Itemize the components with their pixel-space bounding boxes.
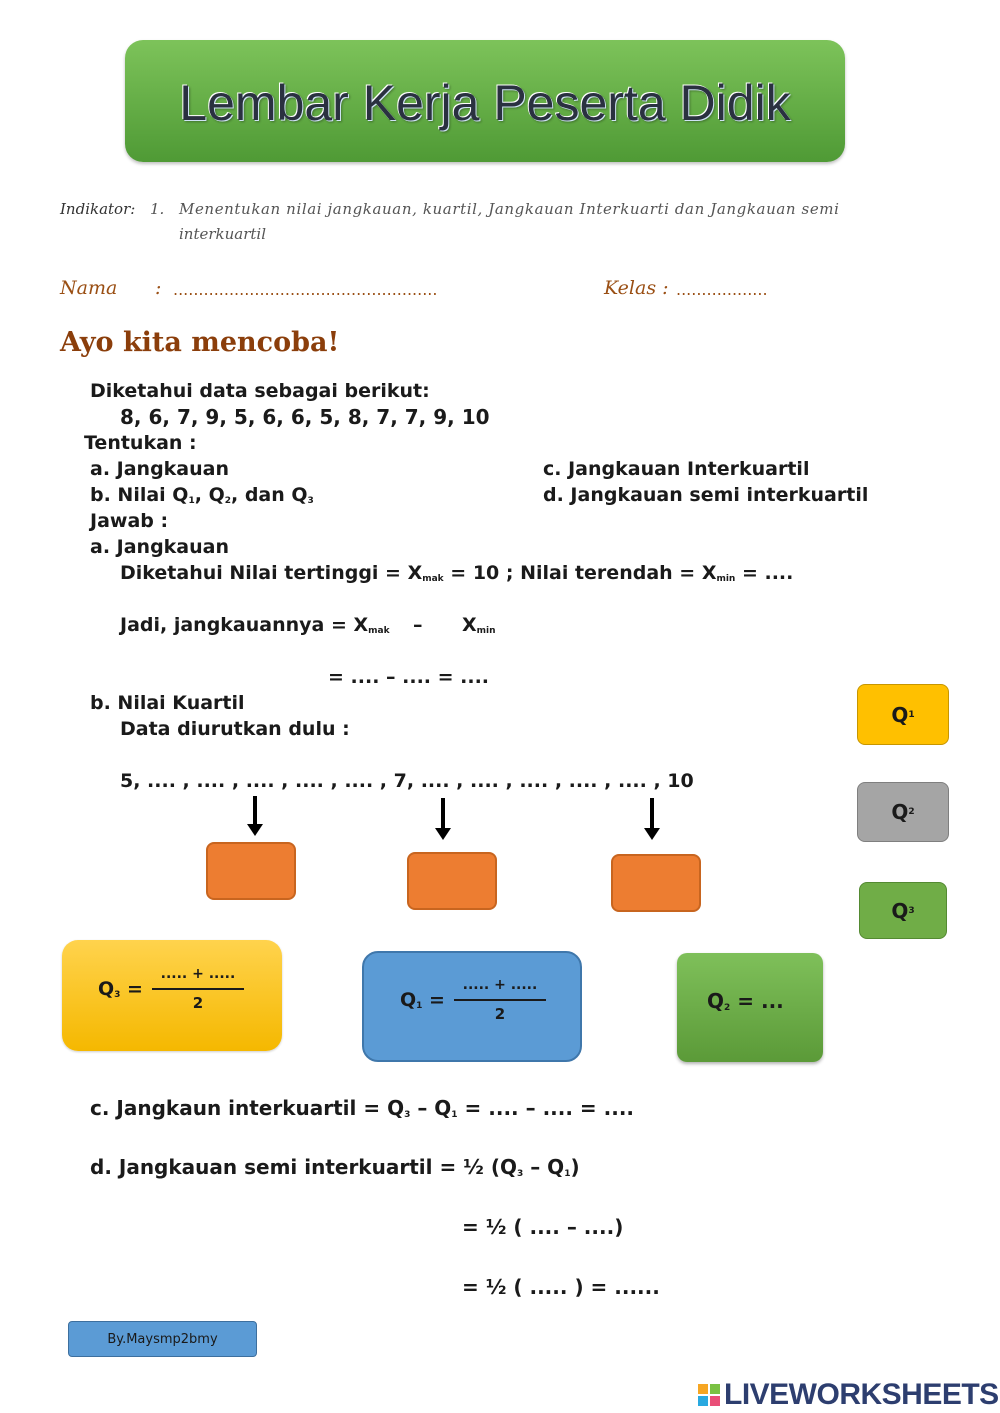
part-d-line3[interactable]: = ½ ( ..... ) = ...... [462,1275,660,1299]
answer-a-formula: Jadi, jangkauannya = $X_{mak}$ [120,614,390,636]
q3-formula-box [62,940,282,1051]
q2-formula[interactable]: $Q_2$ = ... [707,989,784,1013]
task-a: a. Jangkauan [90,458,230,480]
answer-a-xmin: $X_{min}$ [462,614,496,636]
class-field[interactable]: .................. [676,280,768,299]
name-label: Nama [60,277,118,299]
drop-box-median[interactable] [407,852,497,910]
answer-label: Jawab : [90,510,169,532]
answer-b-title: b. Nilai Kuartil [90,692,245,714]
q1-formula-label: $Q_1$ = [400,989,445,1011]
q1-denominator: 2 [494,1005,506,1023]
indicator-text-line1: Menentukan nilai jangkauan, kuartil, Jangkauan Interkuarti dan Jangkauan semi [179,200,840,218]
answer-a-result[interactable]: = .... – .... = .... [328,666,490,688]
fraction-bar [454,999,546,1001]
q2-formula-box [677,953,823,1062]
name-colon: : [155,277,162,299]
q3-formula-label: $Q_3$ = [98,978,143,1000]
title-banner [125,40,845,162]
indicator-label: Indikator: [60,200,136,218]
q3-denominator: 2 [192,994,204,1012]
q1-formula-box [362,951,582,1062]
problem-data: 8, 6, 7, 9, 5, 6, 6, 5, 8, 7, 7, 9, 10 [120,405,490,429]
liveworksheets-logo-icon [698,1384,720,1406]
q1-tile[interactable]: Q 1 [857,684,949,745]
author-credit: By.Maysmp2bmy [68,1321,257,1357]
part-d-line1: d. Jangkauan semi interkuartil = ½ $(Q_3 - Q_1)$ [90,1155,580,1179]
problem-intro: Diketahui data sebagai berikut: [90,380,430,402]
answer-a-minus: – [413,614,423,636]
answer-a-given: Diketahui Nilai tertinggi = $X_{mak} = 10$ ; Nilai terendah = $X_{min}$ = .... [120,562,794,584]
arrow-down-icon [253,796,257,826]
page-title: Lembar Kerja Peserta Didik [179,75,791,131]
indicator-number: 1. [150,200,165,218]
answer-a-title: a. Jangkauan [90,536,230,558]
task-label: Tentukan : [84,432,197,454]
drop-box-third-quartile[interactable] [611,854,701,912]
drop-box-first-quartile[interactable] [206,842,296,900]
section-heading: Ayo kita mencoba! [60,327,340,358]
q3-numerator[interactable]: ..... + ..... [160,966,236,982]
class-label: Kelas : [604,277,669,299]
part-c-line[interactable]: c. Jangkaun interkuartil = $Q_3 - Q_1$ = .... – .... = .... [90,1096,635,1120]
q1-numerator[interactable]: ..... + ..... [462,977,538,993]
task-c: c. Jangkauan Interkuartil [543,458,810,480]
sorted-data-sequence[interactable]: 5, .... , .... , .... , .... , .... , 7, .... , .... , .... , .... , .... , 10 [120,770,694,792]
part-d-line2[interactable]: = ½ ( .... – ....) [462,1215,624,1239]
arrow-down-icon [441,798,445,830]
indicator-text-line2: interkuartil [179,225,267,243]
arrow-down-icon [650,798,654,830]
q2-tile[interactable]: Q 2 [857,782,949,842]
fraction-bar [152,988,244,990]
q3-tile[interactable]: Q 3 [859,882,947,939]
task-d: d. Jangkauan semi interkuartil [543,484,869,506]
name-field[interactable]: .................................................... [173,280,438,299]
task-b: b. Nilai $Q_1$, $Q_2$, dan $Q_3$ [90,484,314,506]
answer-b-sorted-label: Data diurutkan dulu : [120,718,350,740]
liveworksheets-logo: LIVEWORKSHEETS [698,1378,999,1412]
